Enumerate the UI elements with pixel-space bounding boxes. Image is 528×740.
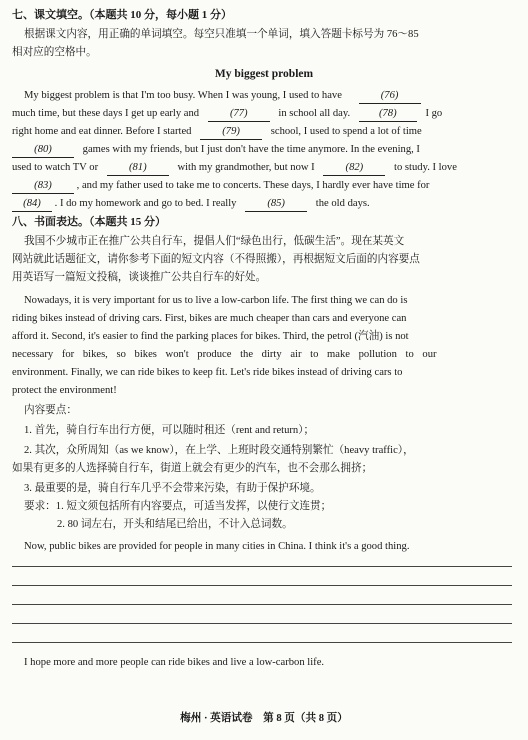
blank-77: (77) bbox=[208, 107, 270, 122]
reference-line-2: riding bikes instead of driving cars. First, bikes are much cheaper than cars and everyone can bbox=[12, 313, 407, 324]
passage-line-3 bbox=[12, 125, 528, 140]
reference-line-5: environment. Finally, we can ride bikes to keep fit. Let's ride bikes instead of driving cars to bbox=[12, 367, 403, 378]
section7-instruction-1: 根据课文内容，用正确的单词填空。每空只准填一个单词，填入答题卡标号为 76～85 bbox=[24, 29, 419, 40]
blank-78: (78) bbox=[359, 107, 417, 122]
passage-text: , and my father used to take me to concerts. These days, I hardly ever have time for bbox=[76, 180, 430, 191]
passage-line-7 bbox=[12, 197, 528, 212]
section7-heading: 七、课文填空。（本题共 10 分，每小题 1 分） bbox=[12, 9, 232, 21]
blank-79: (79) bbox=[200, 125, 262, 140]
passage-text: right home and eat dinner. Before I started bbox=[12, 126, 192, 137]
essay-end-sentence: I hope more and more people can ride bikes and live a low-carbon life. bbox=[24, 657, 325, 668]
passage-text: . I do my homework and go to bed. I really bbox=[54, 198, 237, 209]
passage-text: the old days. bbox=[315, 198, 370, 209]
passage-text: to study. I love bbox=[394, 162, 457, 173]
section7-instruction-2: 相对应的空格中。 bbox=[12, 47, 97, 58]
point-2-continued: 如果有更多的人选择骑自行车，街道上就会有更少的汽车，也不会那么拥挤； bbox=[12, 463, 373, 474]
writing-line bbox=[12, 585, 512, 586]
passage-line-6 bbox=[12, 179, 528, 194]
blank-81: (81) bbox=[107, 161, 169, 176]
point-3: 3. 最重要的是，骑自行车几乎不会带来污染，有助于保护环境。 bbox=[24, 483, 321, 494]
section8-intro-1: 我国不少城市正在推广公共自行车，提倡人们“绿色出行，低碳生活”。现在某英文 bbox=[24, 236, 405, 247]
passage-text: with my grandmother, but now I bbox=[177, 162, 315, 173]
blank-84: (84) bbox=[12, 197, 52, 212]
section8-intro-3: 用英语写一篇短文投稿，谈谈推广公共自行车的好处。 bbox=[12, 272, 267, 283]
points-label: 内容要点： bbox=[24, 405, 77, 416]
section8-intro-2: 网站就此话题征文，请你参考下面的短文内容（不得照搬），再根据短文后面的内容要点 bbox=[12, 254, 420, 265]
section8-heading: 八、书面表达。（本题共 15 分） bbox=[12, 216, 166, 228]
reference-line-1: Nowadays, it is very important for us to live a low-carbon life. The first thing we can do is bbox=[24, 295, 408, 306]
blank-80: (80) bbox=[12, 143, 74, 158]
passage-text: used to watch TV or bbox=[12, 162, 99, 173]
passage-line-4 bbox=[12, 143, 528, 158]
passage-text: games with my friends, but I just don't have the time anymore. In the evening, I bbox=[82, 144, 420, 155]
passage-text: My biggest problem is that I'm too busy. When I was young, I used to have bbox=[24, 90, 342, 101]
passage-line-1 bbox=[24, 89, 528, 104]
writing-line bbox=[12, 566, 512, 567]
reference-line-4: necessary for bikes, so bikes won't produce the dirty air to make pollution to our bbox=[12, 349, 437, 360]
writing-line bbox=[12, 623, 512, 624]
reference-line-6: protect the environment! bbox=[12, 385, 117, 396]
blank-85: (85) bbox=[245, 197, 307, 212]
essay-start-sentence: Now, public bikes are provided for people in many cities in China. I think it's a good thing. bbox=[24, 541, 410, 552]
page-footer: 梅州 · 英语试卷 第 8 页（共 8 页） bbox=[180, 713, 348, 724]
writing-line bbox=[12, 642, 512, 643]
requirement-1: 要求：1. 短文须包括所有内容要点，可适当发挥，以使行文连贯； bbox=[24, 501, 332, 512]
passage-text: much time, but these days I get up early and bbox=[12, 108, 200, 119]
passage-text: in school all day. bbox=[278, 108, 351, 119]
passage-title: My biggest problem bbox=[214, 68, 314, 80]
writing-line bbox=[12, 604, 512, 605]
passage-line-2 bbox=[12, 107, 528, 122]
reference-line-3: afford it. Second, it's easier to find the parking places for bikes. Third, the petrol (汽油) is not bbox=[12, 331, 409, 342]
blank-82: (82) bbox=[323, 161, 385, 176]
passage-line-5 bbox=[12, 161, 528, 176]
passage-text: school, I used to spend a lot of time bbox=[270, 126, 422, 137]
point-1: 1. 首先，骑自行车出行方便，可以随时租还（rent and return）； bbox=[24, 425, 315, 436]
point-2: 2. 其次，众所周知（as we know），在上学、上班时段交通特别繁忙（heavy traffic）， bbox=[24, 445, 414, 456]
blank-83: (83) bbox=[12, 179, 74, 194]
requirement-2: 2. 80 词左右，开头和结尾已给出，不计入总词数。 bbox=[57, 519, 293, 530]
passage-text: I go bbox=[425, 108, 443, 119]
blank-76: (76) bbox=[359, 89, 421, 104]
